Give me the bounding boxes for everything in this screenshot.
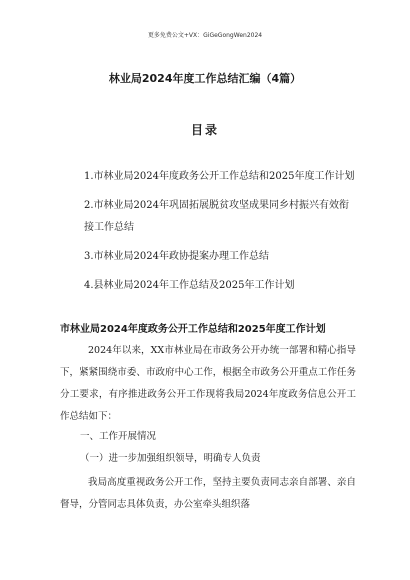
- toc-item[interactable]: 3.市林业局2024年政协提案办理工作总结: [84, 251, 269, 262]
- toc-item[interactable]: 1.市林业局2024年度政务公开工作总结和2025年度工作计划: [84, 171, 355, 182]
- header-note: 更多免费公文+VX：GiGeGongWen2024: [147, 32, 263, 39]
- paragraph: 2024年以来，XX市林业局在市政务公开办统一部署和精心指导下，紧紧围绕市委、市政府中心工作，根据全市政务公开重点工作任务分工要求，有序推进政务公开工作现将我局2024年度政务信息公开工作总结如下：: [60, 345, 356, 422]
- toc-item[interactable]: 4.县林业局2024年工作总结及2025年工作计划: [84, 280, 295, 291]
- toc-heading: 目录: [190, 123, 219, 137]
- toc-item[interactable]: 2.市林业局2024年巩固拓展脱贫攻坚成果同乡村振兴有效衔接工作总结: [84, 200, 349, 233]
- section-heading: 一、工作开展情况: [80, 431, 157, 442]
- table-of-contents: [84, 166, 356, 304]
- subsection-heading: （一）进一步加强组织领导，明确专人负责: [80, 453, 261, 464]
- document-title: 林业局2024年度工作总结汇编（4篇）: [108, 72, 302, 85]
- paragraph: 我局高度重视政务公开工作，坚持主要负责同志亲自部署、亲自督导，分管同志具体负责，办公室牵头组织落: [60, 477, 356, 510]
- section-title: 市林业局2024年度政务公开工作总结和2025年度工作计划: [60, 324, 326, 335]
